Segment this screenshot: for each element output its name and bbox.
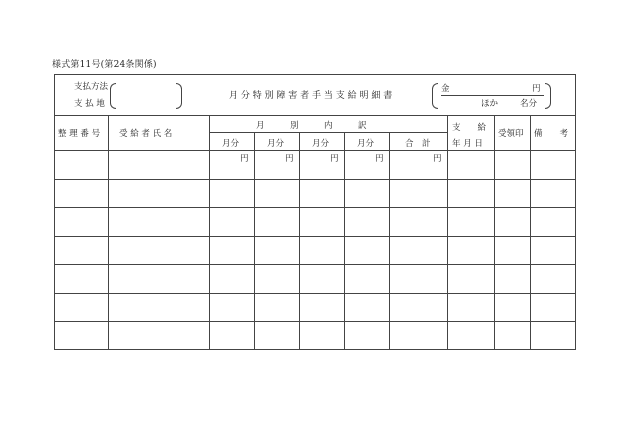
payment-method-label: 支払方法 [74,82,109,92]
table-row-line [54,293,576,294]
column-line [254,132,255,350]
table-row-line [54,236,576,237]
table-row-line [54,321,576,322]
column-line [344,132,345,350]
column-line [209,115,210,350]
sub-header-month: 月分 [222,139,240,149]
col-header-date-top: 支 給 [452,123,487,133]
yen-unit: 円 [433,154,442,164]
sub-header-month: 月分 [267,139,285,149]
table-top-line [54,115,576,116]
persons-unit: 名分 [520,99,538,109]
sub-header-month: 月分 [357,139,375,149]
col-header-number: 整 理 番 号 [58,129,101,139]
amount-unit: 円 [532,84,541,94]
sub-header-month: 月分 [312,139,330,149]
amount-bracket-right [545,83,551,109]
column-line [299,132,300,350]
column-line [447,115,448,350]
table-row-line [54,179,576,180]
yen-unit: 円 [375,154,384,164]
persons-prefix: ほか [481,99,499,109]
payment-place-label: 支 払 地 [74,99,105,109]
column-line [494,115,495,350]
amount-prefix: 金 [441,84,450,94]
payment-bracket-left [110,83,116,109]
payment-bracket-right [176,83,182,109]
header-bottom-line [54,150,576,151]
column-line [389,132,390,350]
document-title: 月 分 特 別 障 害 者 手 当 支 給 明 細 書 [229,91,393,101]
column-line [530,115,531,350]
sub-header-total: 合 計 [405,139,431,149]
col-header-date-bottom: 年 月 日 [452,139,483,149]
amount-underline [441,95,544,96]
col-header-name: 受 給 者 氏 名 [119,129,173,139]
yen-unit: 円 [330,154,339,164]
col-header-breakdown: 月 別 内 訳 [256,121,367,131]
col-header-remarks: 備 考 [534,129,569,139]
col-header-seal: 受領印 [498,129,524,139]
amount-bracket-left [432,83,438,109]
column-line [108,115,109,350]
breakdown-divider [209,132,447,133]
table-row-line [54,207,576,208]
yen-unit: 円 [240,154,249,164]
yen-unit: 円 [285,154,294,164]
form-number: 様式第11号(第24条関係) [52,60,157,70]
table-row-line [54,264,576,265]
